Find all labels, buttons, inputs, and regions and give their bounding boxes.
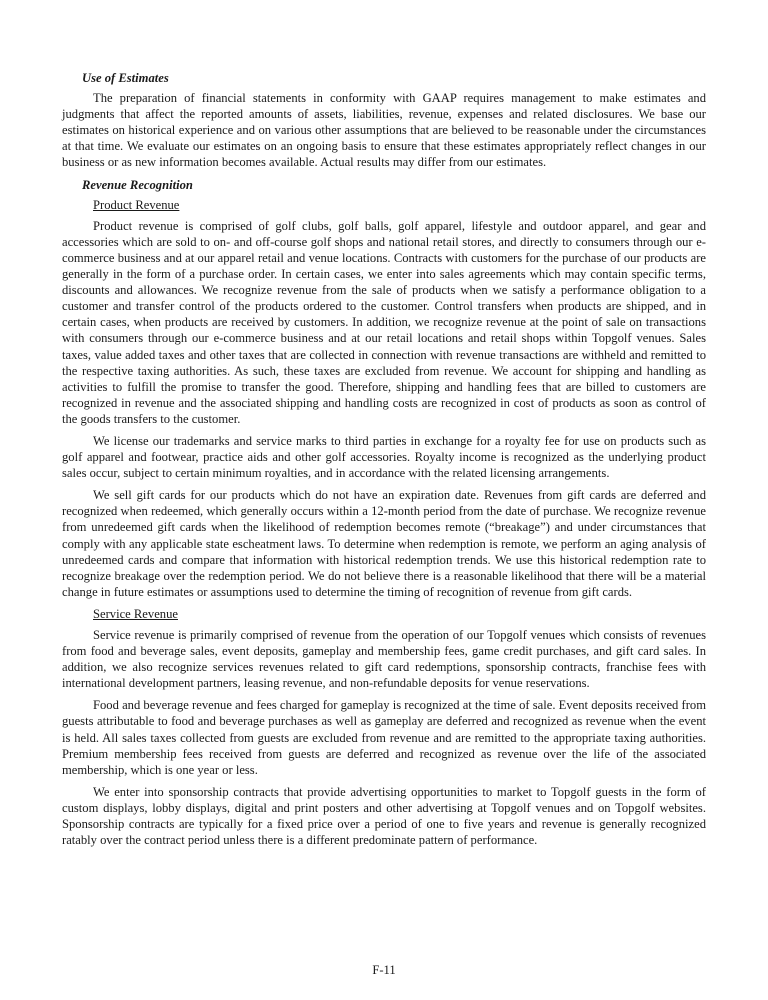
paragraph-sponsorship: We enter into sponsorship contracts that provide advertising opportunities to market to Topgolf guests in the form of custom displays, lobby displays, digital and print posters and other advertising at Topgolf venues and on Topgolf websites. Sponsorship contracts are typically for a fixed price over a period of one to five years and revenue is generally recognized ratably over the contract period unless there is a different predominate pattern of performance. bbox=[62, 784, 706, 848]
section-heading-use-of-estimates: Use of Estimates bbox=[82, 71, 169, 85]
paragraph-use-of-estimates: The preparation of financial statements in conformity with GAAP requires management to make estimates and judgments that affect the reported amounts of assets, liabilities, revenue, expenses and related disclosures. We base our estimates on historical experience and on various other assumptions that are believed to be reasonable under the circumstances at that time. We evaluate our estimates on an ongoing basis to ensure that these estimates appropriately reflect changes in our business or as new information becomes available. Actual results may differ from our estimates. bbox=[62, 91, 706, 170]
section-heading-revenue-recognition: Revenue Recognition bbox=[82, 177, 193, 192]
paragraph-product-revenue: Product revenue is comprised of golf clubs, golf balls, golf apparel, lifestyle and outdoor apparel, and gear and accessories which are sold to on- and off-course golf shops and national retail stores, and directly to consumers through our e-commerce business and at our apparel retail and venue locations. Contracts with customers for the purchase of our products are generally in the form of a purchase order. In certain cases, we enter into sales agreements which may contain specific terms, discounts and allowances. We recognize revenue from the sale of products when we satisfy a performance obligation to a customer and transfer control of the products ordered to the customer. Control transfers when products are shipped, and in certain cases, when products are received by customers. In addition, we recognize revenue at the point of sale on transactions with consumers through our e-commerce business and at our retail locations and retail shops within Topgolf venues. Sales taxes, value added taxes and other taxes that are collected in connection with revenue transactions are withheld and remitted to the respective taxing authorities. As such, these taxes are excluded from revenue. We account for shipping and handling as activities to fulfill the promise to transfer the good. Therefore, shipping and handling fees that are billed to customers are recognized in revenue and the associated shipping and handling costs are recognized in cost of products as soon as control of the goods transfers to the customer. bbox=[62, 218, 706, 426]
document-page bbox=[62, 70, 706, 854]
paragraph-food-beverage: Food and beverage revenue and fees charged for gameplay is recognized at the time of sale. Event deposits received from guests attributable to food and beverage purchases as well as gameplay are deferred and recognized as revenue when the event is held. All sales taxes collected from guests are excluded from revenue and are remitted to the appropriate taxing authorities. Premium membership fees received from guests are deferred and recognized as revenue over the life of the associated membership, which is one year or less. bbox=[62, 698, 706, 777]
paragraph-royalty-licensing: We license our trademarks and service marks to third parties in exchange for a royalty fee for use on products such as golf apparel and footwear, practice aids and other golf accessories. Royalty income is recognized as the underlying product sales occur, subject to certain minimum royalties, and in accordance with the related licensing arrangements. bbox=[62, 433, 706, 481]
subheading-product-revenue: Product Revenue bbox=[93, 197, 180, 212]
paragraph-service-revenue: Service revenue is primarily comprised of revenue from the operation of our Topgolf venues which consists of revenues from food and beverage sales, event deposits, gameplay and membership fees, game credit purchases, and gift card sales. In addition, we also recognize services revenues related to gift card redemptions, sponsorship contracts, franchise fees with international development partners, leasing revenue, and non-refundable deposits for venue reservations. bbox=[62, 628, 706, 691]
subheading-service-revenue: Service Revenue bbox=[93, 606, 178, 621]
page-number: F-11 bbox=[372, 963, 396, 977]
paragraph-gift-cards: We sell gift cards for our products which do not have an expiration date. Revenues from gift cards are deferred and recognized when redeemed, which generally occurs within a 12-month period from the date of purchase. We recognize revenue from unredeemed gift cards when the likelihood of redemption becomes remote (“breakage”) and under circumstances that comply with any applicable state escheatment laws. To determine when redemption is remote, we perform an aging analysis of unredeemed cards and compare that information with historical redemption trends. We use this historical redemption rate to recognize breakage over the redemption period. We do not believe there is a reasonable likelihood that there will be a material change in future estimates or assumptions used to determine the timing of recognition of revenue from gift cards. bbox=[62, 488, 706, 599]
